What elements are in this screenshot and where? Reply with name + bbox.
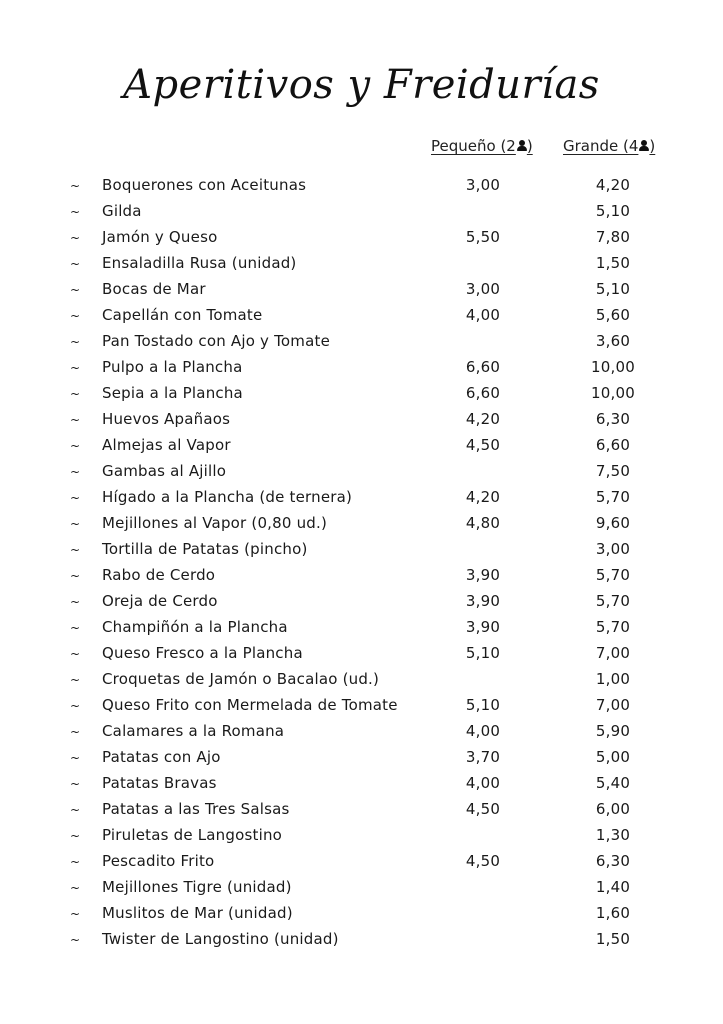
price-small: 4,50	[465, 800, 501, 818]
column-header-large-label: Grande (4	[563, 137, 639, 155]
price-large: 1,60	[595, 904, 631, 922]
price-large: 1,50	[595, 930, 631, 948]
price-small: 5,10	[465, 644, 501, 662]
menu-item	[0, 354, 723, 380]
menu-item-name: Patatas a las Tres Salsas	[102, 800, 290, 818]
bullet-tilde: ~	[70, 829, 81, 843]
bullet-tilde: ~	[70, 439, 81, 453]
menu-item-name: Gilda	[102, 202, 142, 220]
menu-item	[0, 198, 723, 224]
menu-item	[0, 900, 723, 926]
bullet-tilde: ~	[70, 387, 81, 401]
menu-item	[0, 302, 723, 328]
price-small: 4,50	[465, 852, 501, 870]
price-small: 6,60	[465, 384, 501, 402]
menu-item-name: Ensaladilla Rusa (unidad)	[102, 254, 297, 272]
price-small: 4,50	[465, 436, 501, 454]
menu-title: Aperitivos y Freidurías	[123, 62, 600, 108]
price-large: 3,00	[595, 540, 631, 558]
bullet-tilde: ~	[70, 673, 81, 687]
bullet-tilde: ~	[70, 933, 81, 947]
price-large: 5,10	[595, 202, 631, 220]
price-small: 6,60	[465, 358, 501, 376]
bullet-tilde: ~	[70, 283, 81, 297]
bullet-tilde: ~	[70, 179, 81, 193]
menu-item	[0, 744, 723, 770]
menu-item	[0, 822, 723, 848]
bullet-tilde: ~	[70, 881, 81, 895]
menu-item-name: Rabo de Cerdo	[102, 566, 216, 584]
menu-item	[0, 796, 723, 822]
menu-item-name: Huevos Apañaos	[102, 410, 231, 428]
bullet-tilde: ~	[70, 335, 81, 349]
price-large: 9,60	[595, 514, 631, 532]
menu-item-name: Patatas con Ajo	[102, 748, 221, 766]
bullet-tilde: ~	[70, 751, 81, 765]
bullet-tilde: ~	[70, 725, 81, 739]
price-large: 5,70	[595, 488, 631, 506]
menu-item-name: Twister de Langostino (unidad)	[102, 930, 339, 948]
menu-item-name: Champiñón a la Plancha	[102, 618, 288, 636]
price-small: 5,50	[465, 228, 501, 246]
bullet-tilde: ~	[70, 803, 81, 817]
menu-item	[0, 432, 723, 458]
menu-item	[0, 224, 723, 250]
price-small: 3,00	[465, 176, 501, 194]
price-large: 5,70	[595, 592, 631, 610]
column-header-small-label: Pequeño (2	[431, 137, 516, 155]
menu-item	[0, 250, 723, 276]
menu-item	[0, 406, 723, 432]
bullet-tilde: ~	[70, 595, 81, 609]
price-small: 4,00	[465, 722, 501, 740]
price-large: 1,30	[595, 826, 631, 844]
menu-item	[0, 640, 723, 666]
menu-item-name: Capellán con Tomate	[102, 306, 263, 324]
price-large: 5,70	[595, 618, 631, 636]
menu-item-name: Mejillones Tigre (unidad)	[102, 878, 292, 896]
price-small: 4,20	[465, 488, 501, 506]
menu-item	[0, 926, 723, 952]
price-small: 5,10	[465, 696, 501, 714]
menu-item-name: Boquerones con Aceitunas	[102, 176, 307, 194]
menu-item-name: Jamón y Queso	[102, 228, 218, 246]
bullet-tilde: ~	[70, 309, 81, 323]
menu-item-name: Calamares a la Romana	[102, 722, 285, 740]
bullet-tilde: ~	[70, 517, 81, 531]
menu-item-name: Mejillones al Vapor (0,80 ud.)	[102, 514, 328, 532]
menu-item	[0, 562, 723, 588]
bullet-tilde: ~	[70, 777, 81, 791]
menu-item	[0, 614, 723, 640]
menu-item-name: Hígado a la Plancha (de ternera)	[102, 488, 353, 506]
price-small: 4,00	[465, 306, 501, 324]
bullet-tilde: ~	[70, 621, 81, 635]
menu-item-name: Gambas al Ajillo	[102, 462, 227, 480]
menu-item	[0, 380, 723, 406]
price-large: 3,60	[595, 332, 631, 350]
price-large: 5,00	[595, 748, 631, 766]
menu-item-name: Sepia a la Plancha	[102, 384, 243, 402]
menu-item-name: Tortilla de Patatas (pincho)	[102, 540, 308, 558]
bullet-tilde: ~	[70, 205, 81, 219]
bullet-tilde: ~	[70, 699, 81, 713]
menu-item-name: Muslitos de Mar (unidad)	[102, 904, 293, 922]
menu-item-name: Almejas al Vapor	[102, 436, 231, 454]
price-large: 5,90	[595, 722, 631, 740]
bullet-tilde: ~	[70, 361, 81, 375]
menu-item-name: Pan Tostado con Ajo y Tomate	[102, 332, 331, 350]
menu-item	[0, 328, 723, 354]
menu-item	[0, 484, 723, 510]
price-large: 1,40	[595, 878, 631, 896]
price-small: 3,00	[465, 280, 501, 298]
price-small: 4,00	[465, 774, 501, 792]
price-small: 4,80	[465, 514, 501, 532]
bullet-tilde: ~	[70, 257, 81, 271]
menu-item-name: Pulpo a la Plancha	[102, 358, 243, 376]
price-large: 10,00	[591, 358, 635, 376]
menu-item	[0, 718, 723, 744]
menu-item-name: Oreja de Cerdo	[102, 592, 218, 610]
price-large: 1,00	[595, 670, 631, 688]
menu-item-name: Bocas de Mar	[102, 280, 206, 298]
price-large: 6,30	[595, 852, 631, 870]
menu-item-list	[0, 172, 723, 952]
menu-item-name: Queso Fresco a la Plancha	[102, 644, 303, 662]
menu-item-name: Croquetas de Jamón o Bacalao (ud.)	[102, 670, 380, 688]
price-small: 3,90	[465, 592, 501, 610]
price-large: 6,00	[595, 800, 631, 818]
price-large: 6,30	[595, 410, 631, 428]
price-small: 3,90	[465, 618, 501, 636]
price-large: 5,70	[595, 566, 631, 584]
bullet-tilde: ~	[70, 569, 81, 583]
menu-item-name: Piruletas de Langostino	[102, 826, 283, 844]
menu-item	[0, 276, 723, 302]
menu-item	[0, 536, 723, 562]
menu-item	[0, 848, 723, 874]
bullet-tilde: ~	[70, 543, 81, 557]
column-header-large: Grande (4 )	[563, 137, 656, 155]
menu-item	[0, 666, 723, 692]
column-header-small: Pequeño (2 )	[431, 137, 533, 155]
menu-item	[0, 510, 723, 536]
price-large: 1,50	[595, 254, 631, 272]
bullet-tilde: ~	[70, 907, 81, 921]
bullet-tilde: ~	[70, 855, 81, 869]
menu-item	[0, 172, 723, 198]
bullet-tilde: ~	[70, 647, 81, 661]
price-large: 6,60	[595, 436, 631, 454]
price-small: 3,90	[465, 566, 501, 584]
menu-item-name: Queso Frito con Mermelada de Tomate	[102, 696, 398, 714]
price-large: 7,80	[595, 228, 631, 246]
menu-item	[0, 458, 723, 484]
menu-item-name: Pescadito Frito	[102, 852, 215, 870]
price-large: 4,20	[595, 176, 631, 194]
menu-item	[0, 692, 723, 718]
menu-item	[0, 874, 723, 900]
bullet-tilde: ~	[70, 231, 81, 245]
bullet-tilde: ~	[70, 491, 81, 505]
person-icon	[639, 140, 649, 152]
menu-item	[0, 770, 723, 796]
menu-item	[0, 588, 723, 614]
person-icon	[517, 140, 527, 152]
price-large: 7,00	[595, 696, 631, 714]
price-large: 5,40	[595, 774, 631, 792]
bullet-tilde: ~	[70, 465, 81, 479]
price-small: 4,20	[465, 410, 501, 428]
price-large: 5,10	[595, 280, 631, 298]
menu-item-name: Patatas Bravas	[102, 774, 217, 792]
price-large: 5,60	[595, 306, 631, 324]
price-large: 10,00	[591, 384, 635, 402]
price-small: 3,70	[465, 748, 501, 766]
price-large: 7,50	[595, 462, 631, 480]
price-large: 7,00	[595, 644, 631, 662]
bullet-tilde: ~	[70, 413, 81, 427]
